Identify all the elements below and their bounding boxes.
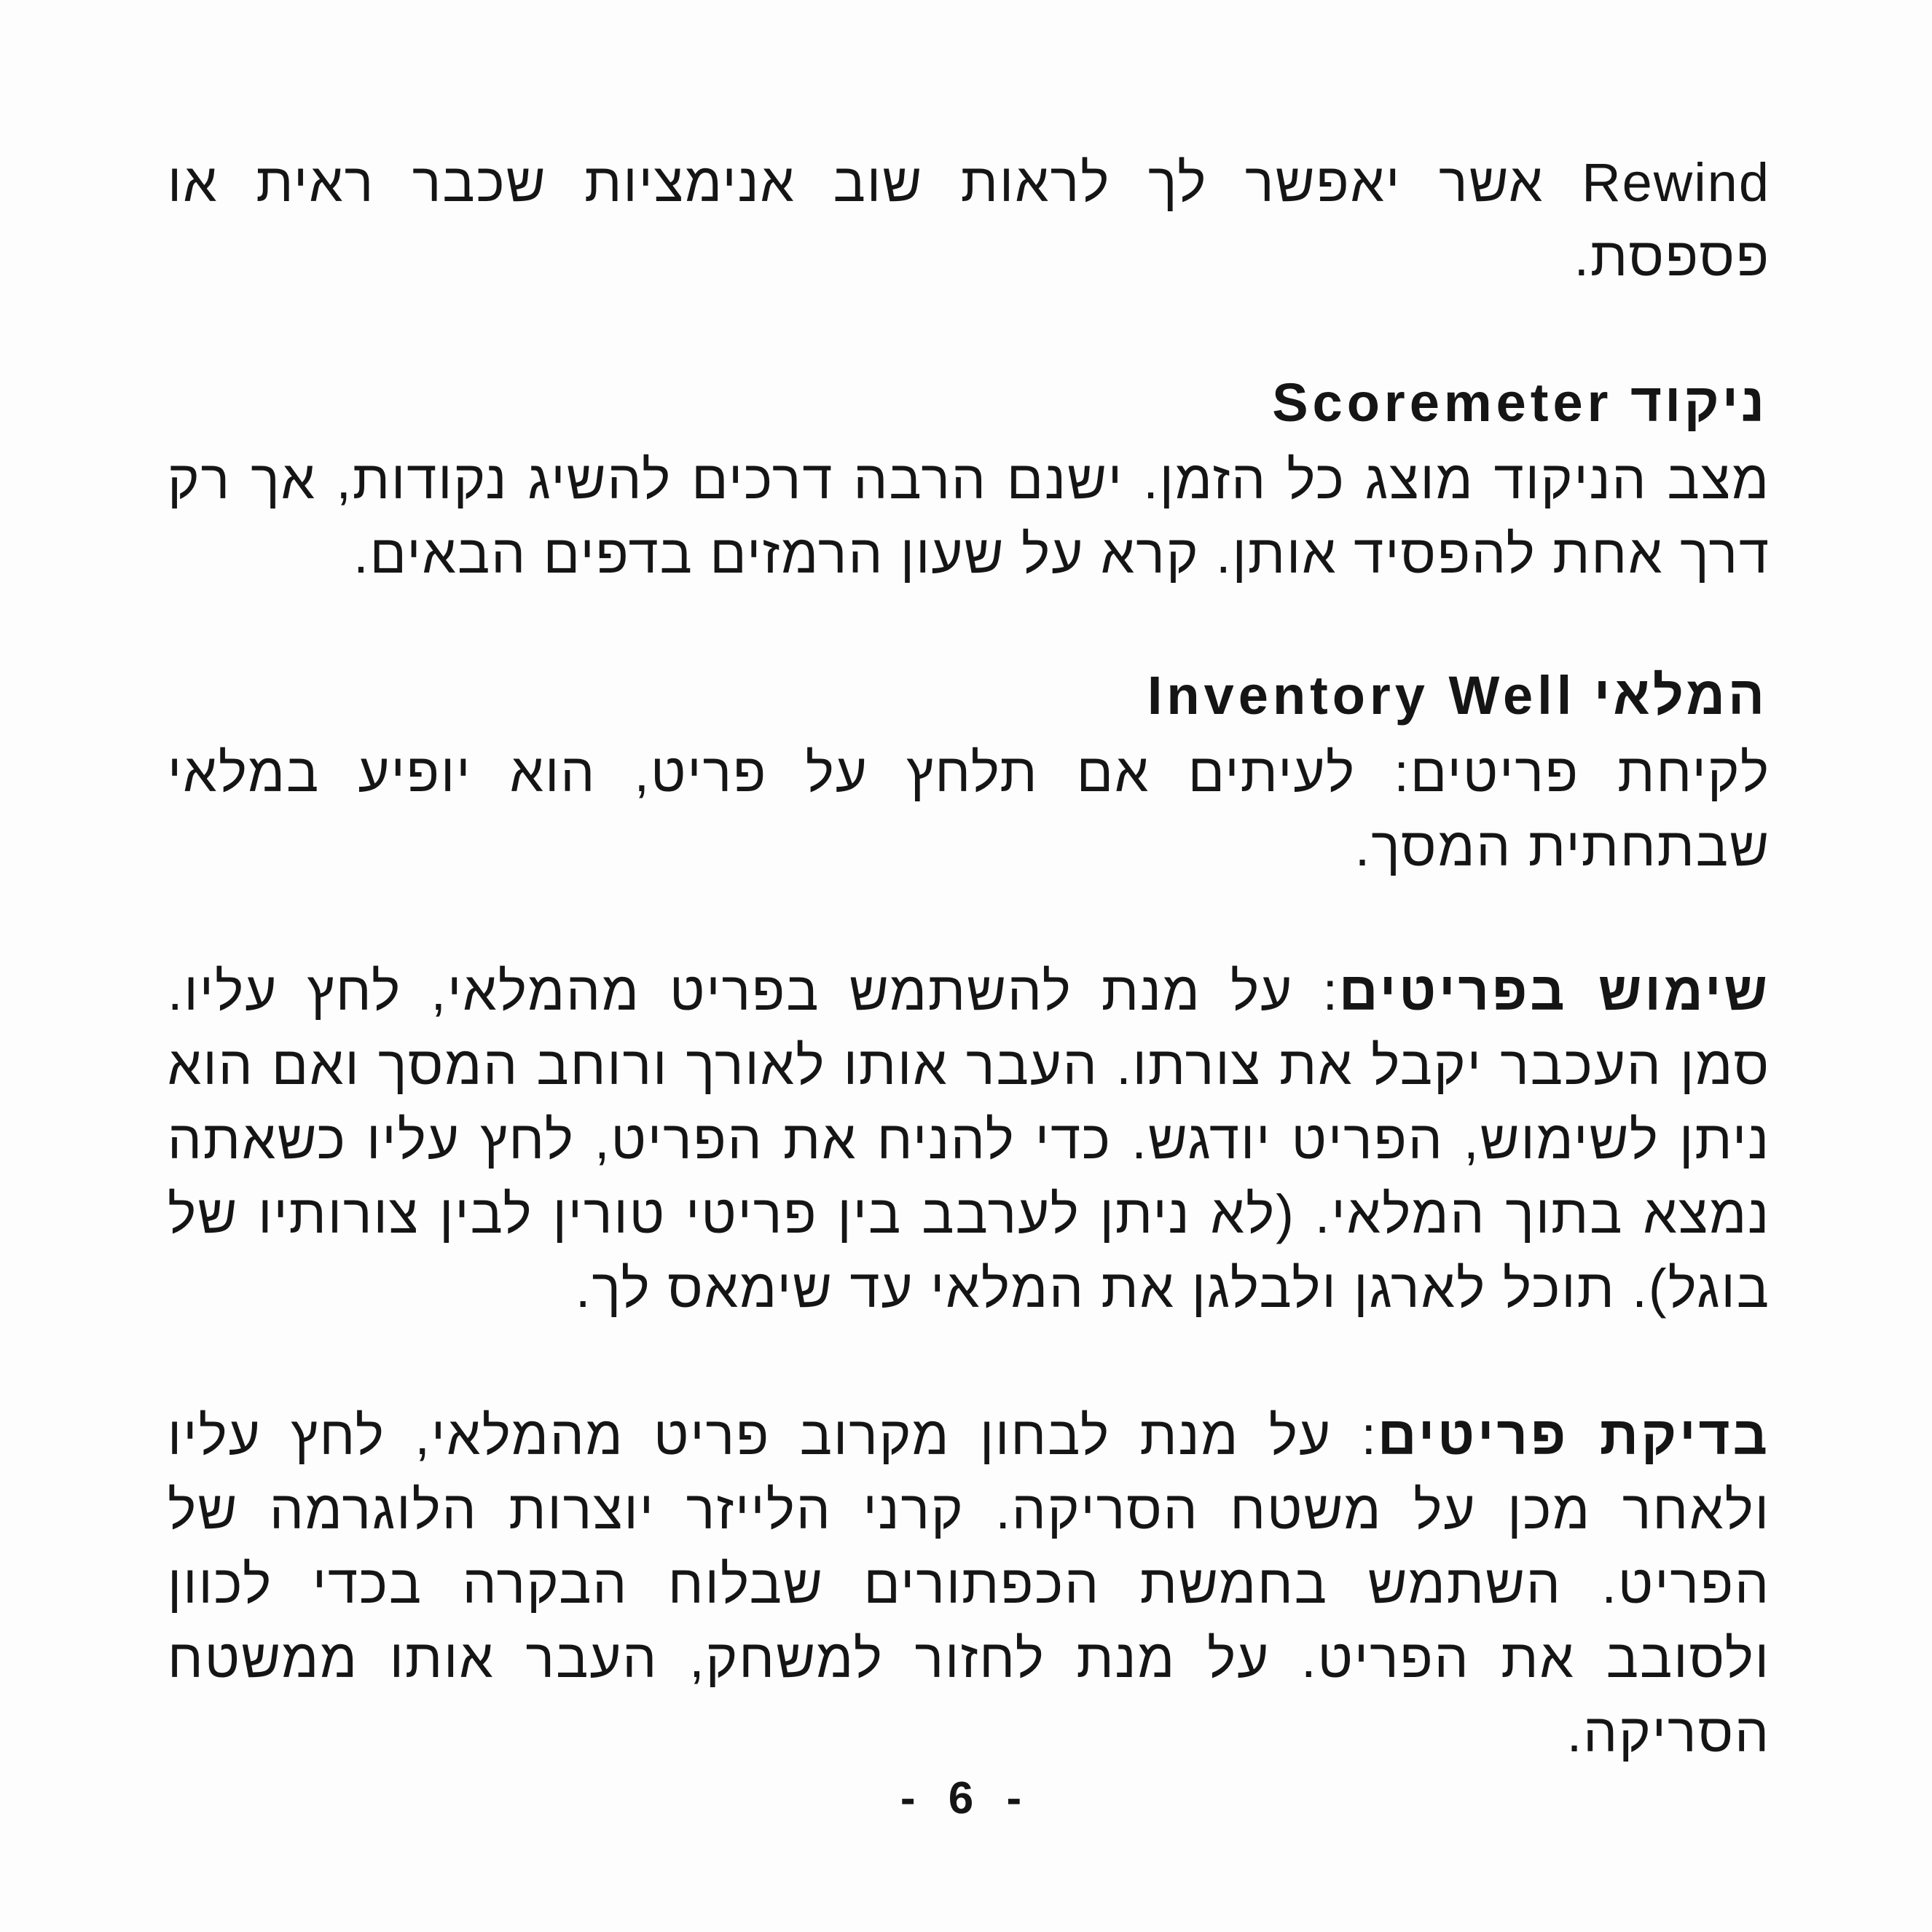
inventory-heading [1147,659,1767,733]
intro-paragraph [168,146,1770,294]
page-number: - 6 - [900,1773,1032,1823]
using-items-term: שימוש בפריטים [1339,961,1771,1021]
inventory-title-he: המלאי [1593,665,1767,726]
scoremeter-heading [1272,366,1767,440]
inventory-title-en: Inventory Well [1147,665,1576,726]
examining-items-text: : על מנת לבחון מקרוב פריט מהמלאי, לחץ עליו ולאחר מכן על משטח הסריקה. קרני הלייזר יוצרות הלוגרמה של הפריט. השתמש בחמשת הכפתורים שבלוח הבקרה בכדי לכוון ולסובב את הפריט. על מנת לחזור למשחק, העבר אותו ממשטח הסריקה. [168,1405,1770,1763]
using-items-paragraph [168,954,1770,1326]
inventory-text: לקיחת פריטים: לעיתים אם תלחץ על פריט, הוא יופיע במלאי שבתחתית המסך. [168,742,1770,877]
scoremeter-text: מצב הניקוד מוצג כל הזמן. ישנם הרבה דרכים להשיג נקודות, אך רק דרך אחת להפסיד אותן. קרא על שעון הרמזים בדפים הבאים. [168,449,1770,584]
scoremeter-title-en: Scoremeter [1272,372,1613,433]
intro-text: Rewind אשר יאפשר לך לראות שוב אנימציות שכבר ראית או פספסת. [168,152,1770,287]
inventory-paragraph [168,736,1770,884]
using-items-text: : על מנת להשתמש בפריט מהמלאי, לחץ עליו. סמן העכבר יקבל את צורתו. העבר אותו לאורך ורוחב המסך ואם הוא ניתן לשימוש, הפריט יודגש. כדי להניח את הפריט, לחץ עליו כשאתה נמצא בתוך המלאי. (לא ניתן לערבב בין פריטי טורין לבין צורותיו של בוגל). תוכל לארגן ולבלגן את המלאי עד שימאס לך. [168,961,1770,1319]
scoremeter-title-he: ניקוד [1630,372,1767,433]
scoremeter-paragraph [168,443,1770,592]
examining-items-term: בדיקת פריטים [1378,1405,1770,1466]
examining-items-paragraph [168,1399,1770,1770]
